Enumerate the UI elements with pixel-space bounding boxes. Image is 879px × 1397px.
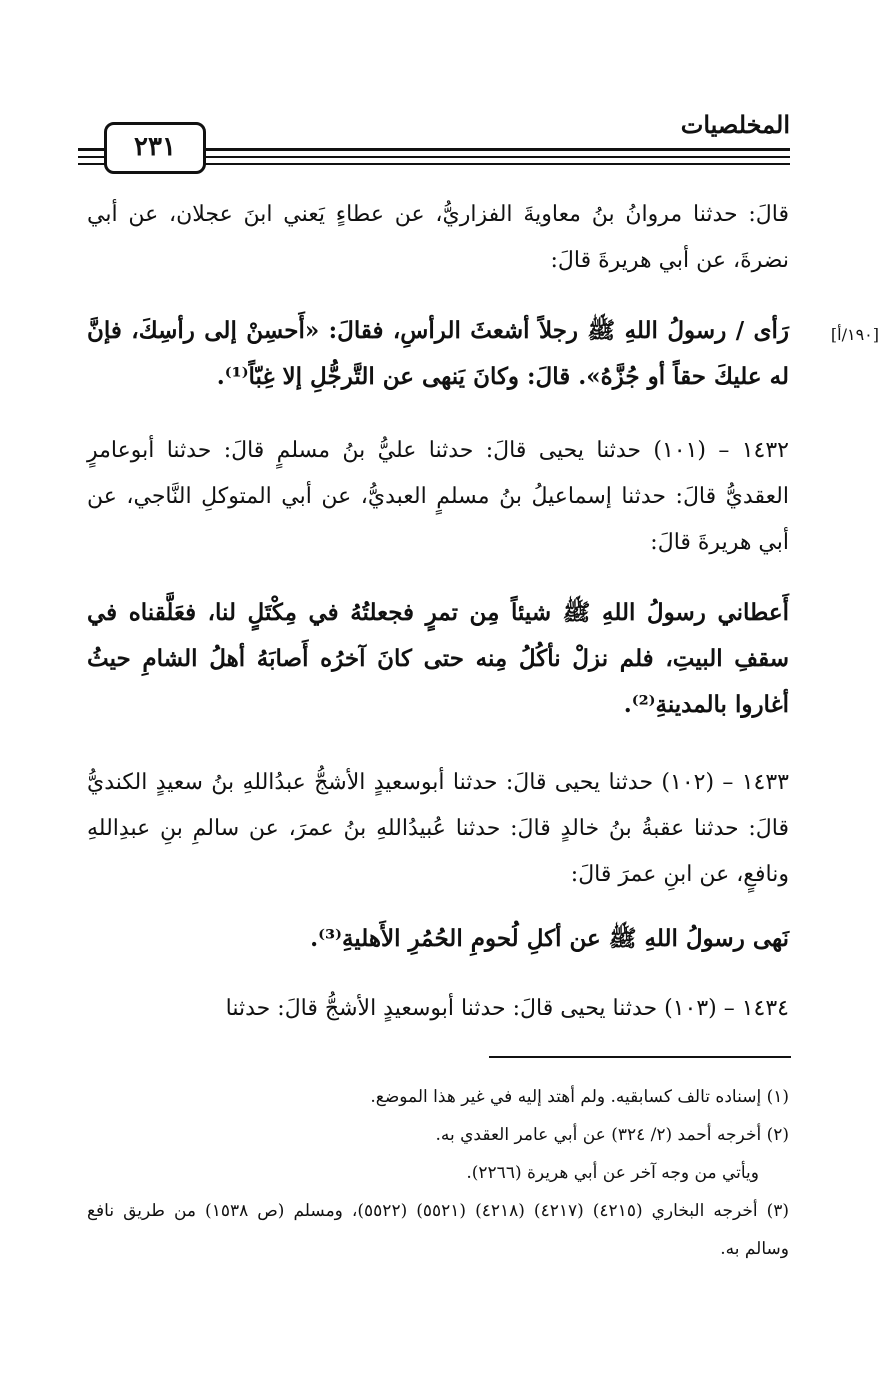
- paragraph: [87, 986, 789, 1032]
- paragraph: [87, 192, 789, 284]
- hadith-text: [87, 916, 789, 962]
- paragraph: [87, 428, 789, 566]
- book-title: المخلصيات: [680, 110, 790, 139]
- paragraph-text: قالَ: حدثنا مروانُ بنُ معاويةَ الفزاريُّ، عن عطاءٍ يَعني ابنَ عجلان، عن أبي نضرةَ، عن أبي هريرةَ قالَ:: [87, 202, 789, 273]
- paragraph-text: ١٤٣٢ – (١٠١) حدثنا يحيى قالَ: حدثنا عليُّ بنُ مسلمٍ قالَ: حدثنا أبوعامرٍ العقديُّ قالَ: حدثنا إسماعيلُ بنُ مسلمٍ العبديُّ، عن أبي المتوكلِ النَّاجي، عن أبي هريرةَ قالَ:: [87, 438, 789, 555]
- footnote-3: (٣) أخرجه البخاري (٤٢١٥) (٤٢١٧) (٤٢١٨) (٥٥٢١) (٥٥٢٢)، ومسلم (ص ١٥٣٨) من طريق نافع وسالم به.: [87, 1201, 790, 1259]
- manuscript-folio-note: [١٩٠/أ]: [830, 325, 879, 344]
- hadith-text: [87, 308, 789, 400]
- paragraph: [87, 760, 789, 898]
- paragraph-text: ١٤٣٣ – (١٠٢) حدثنا يحيى قالَ: حدثنا أبوسعيدٍ الأشجُّ عبدُاللهِ بنُ سعيدٍ الكنديُّ قالَ: حدثنا عقبةُ بنُ خالدٍ قالَ: حدثنا عُبيدُاللهِ بنُ عمرَ، عن سالمِ بنِ عبدِاللهِ ونافعٍ، عن ابنِ عمرَ قالَ:: [87, 770, 789, 887]
- footnote-2-continued: ويأتي من وجه آخر عن أبي هريرة (٢٢٦٦).: [466, 1163, 759, 1183]
- paragraph-text: ١٤٣٤ – (١٠٣) حدثنا يحيى قالَ: حدثنا أبوسعيدٍ الأشجُّ قالَ: حدثنا: [225, 996, 789, 1021]
- footnote-divider: [489, 1056, 791, 1058]
- page-header: [78, 108, 790, 172]
- footnote-1: (١) إسناده تالف كسابقيه. ولم أهتد إليه في غير هذا الموضع.: [370, 1087, 789, 1107]
- footnotes: [87, 1078, 789, 1268]
- hadith-text-content: رَأى / رسولُ اللهِ ﷺ رجلاً أشعثَ الرأسِ، فقالَ: «أَحسِنْ إلى رأسِكَ، فإنَّ له عليكَ حقاً أو جُزَّهُ». قالَ: وكانَ يَنهى عن التَّرجُّلِ إلا غِبّاً⁽¹⁾.: [87, 317, 789, 390]
- page-number: ٢٣١: [104, 122, 206, 174]
- hadith-text-content: أَعطاني رسولُ اللهِ ﷺ شيئاً مِن تمرٍ فجعلتُهُ في مِكْتَلٍ لنا، فعَلَّقناه في سقفِ البيتِ، فلم نزلْ نأكُلُ مِنه حتى كانَ آخرُه أَصابَهُ أهلُ الشامِ حيثُ أغاروا بالمدينةِ⁽²⁾.: [87, 599, 789, 718]
- hadith-text-content: نَهى رسولُ اللهِ ﷺ عن أكلِ لُحومِ الحُمُرِ الأَهليةِ⁽³⁾.: [310, 925, 789, 952]
- hadith-text: [87, 590, 789, 728]
- footnote-2: (٢) أخرجه أحمد (٢/ ٣٢٤) عن أبي عامر العقدي به.: [435, 1125, 789, 1145]
